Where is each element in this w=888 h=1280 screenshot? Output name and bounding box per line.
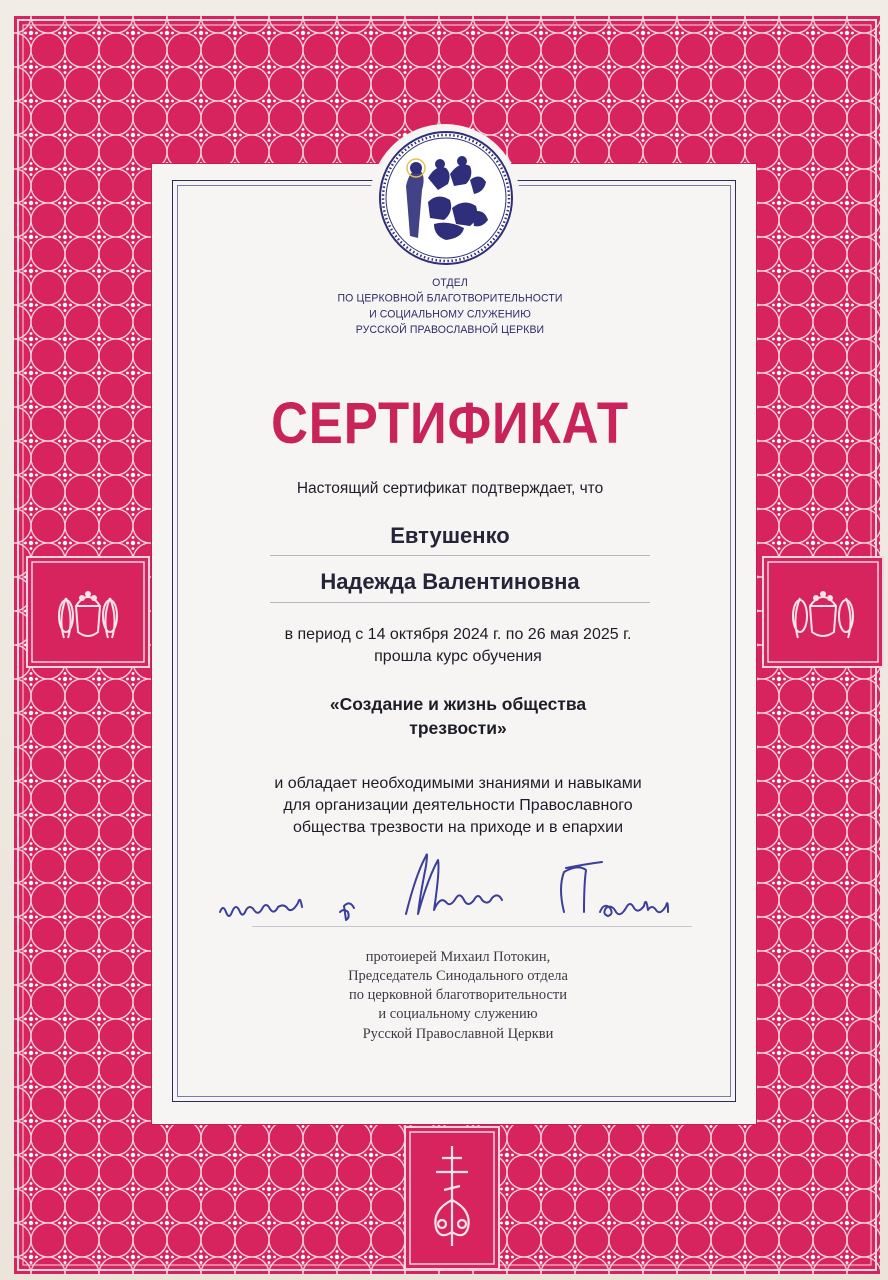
recipient-surname: Евтушенко — [390, 523, 510, 548]
course-title-line: трезвости» — [409, 718, 507, 738]
handwritten-signature — [208, 840, 708, 930]
fish-and-loaves-icon — [28, 558, 148, 666]
signer-line: Председатель Синодального отдела — [348, 968, 568, 984]
signer-line: и социальному служению — [378, 1006, 538, 1022]
signer-line: Русской Православной Церкви — [362, 1026, 554, 1042]
cross-icon — [406, 1128, 498, 1268]
description-line: для организации деятельности Православного — [283, 797, 633, 814]
department-line: И СОЦИАЛЬНОМУ СЛУЖЕНИЮ — [369, 308, 531, 321]
department-line: РУССКОЙ ПРАВОСЛАВНОЙ ЦЕРКВИ — [355, 323, 545, 337]
certificate-title: СЕРТИФИКАТ — [271, 391, 629, 456]
department-line: ОТДЕЛ — [432, 276, 468, 290]
bottom-cross-panel — [404, 1126, 500, 1270]
description-line: общества трезвости на приходе и в епархии — [292, 819, 624, 836]
intro-text: Настоящий сертификат подтверждает, что — [296, 480, 604, 497]
course-completed-text: прошла курс обучения — [374, 648, 542, 665]
department-line: ПО ЦЕРКОВНОЙ БЛАГОТВОРИТЕЛЬНОСТИ — [337, 292, 563, 305]
fish-and-loaves-icon — [764, 558, 882, 666]
description-line: и обладает необходимыми знаниями и навыками — [274, 775, 642, 792]
right-fish-panel — [762, 556, 884, 668]
study-period: в период с 14 октября 2024 г. по 26 мая 2025 г. — [284, 626, 632, 643]
signer-line: по церковной благотворительности — [348, 987, 568, 1003]
name-underline — [270, 602, 650, 603]
emblem-logo — [376, 128, 516, 268]
department-name — [300, 276, 600, 339]
signature-line — [252, 926, 692, 927]
course-title-line: «Создание и жизнь общества — [329, 694, 587, 714]
recipient-given-names: Надежда Валентиновна — [320, 569, 580, 594]
name-underline — [270, 555, 650, 556]
left-fish-panel — [26, 556, 150, 668]
signer-line: протоиерей Михаил Потокин, — [365, 949, 551, 965]
